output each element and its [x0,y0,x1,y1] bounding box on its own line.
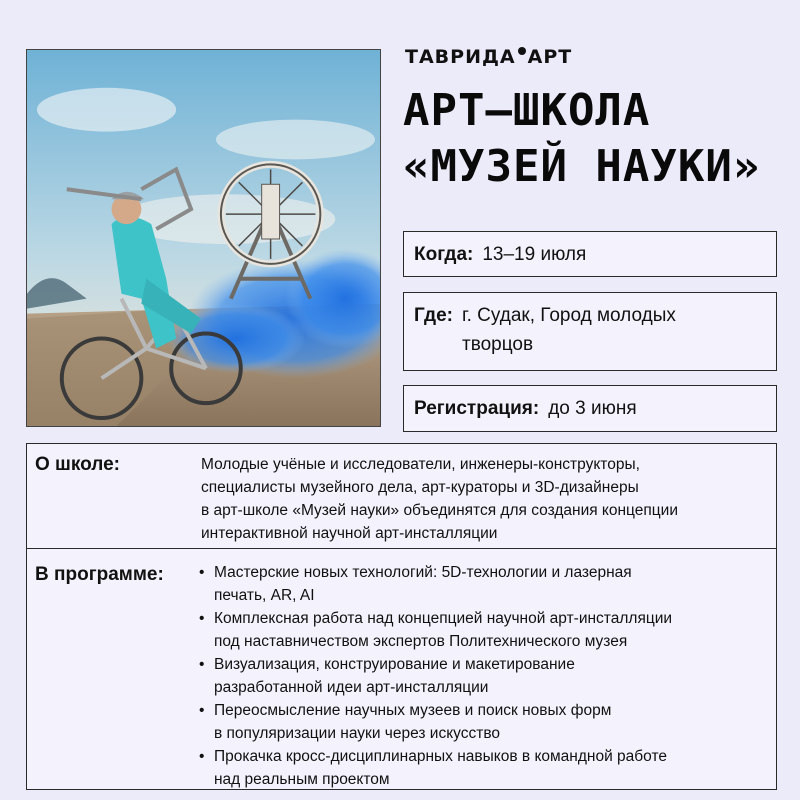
where-value [462,301,676,359]
list-item-line: Мастерские новых технологий: 5D-технологии и лазерная [214,564,632,581]
list-item-line: Визуализация, конструирование и макетирование [214,656,575,673]
bullet-icon: • [199,610,205,627]
when-label: Когда: [414,244,474,265]
program-row [27,549,776,789]
about-line: в арт-школе «Музей науки» объединятся для создания концепции [201,502,678,519]
about-label: О школе: [35,454,120,475]
list-item-line: разработанной идеи арт-инсталляции [214,679,489,696]
registration-value: до 3 июня [548,398,637,419]
program-list [199,561,774,791]
bullet-icon: • [199,748,205,765]
bullet-icon: • [199,702,205,719]
list-item-line: печать, AR, AI [214,587,315,604]
brand-dot-icon [518,47,526,55]
brand-name-right: АРТ [527,46,573,68]
registration-label: Регистрация: [414,398,540,419]
brand-name-left: ТАВРИДА [405,46,516,68]
hero-photo [26,49,381,427]
list-item [199,607,774,653]
info-where [403,292,777,371]
list-item-line: Переосмысление научных музеев и поиск новых форм [214,702,612,719]
bullet-icon: • [199,564,205,581]
about-line: Молодые учёные и исследователи, инженеры-конструкторы, [201,456,640,473]
brand-logo [405,46,572,68]
info-registration [403,385,777,432]
title-line-1: АРТ–ШКОЛА [403,85,651,136]
list-item-line: в популяризации науки через искусство [214,725,501,742]
list-item-line: Прокачка кросс-дисциплинарных навыков в командной работе [214,748,667,765]
about-row [27,444,776,549]
list-item [199,745,774,791]
list-item-line: над реальным проектом [214,771,390,788]
list-item-line: Комплексная работа над концепцией научной арт-инсталляции [214,610,673,627]
bullet-icon: • [199,656,205,673]
list-item [199,561,774,607]
where-value-line-2: творцов [462,334,534,355]
when-value: 13–19 июля [482,244,587,265]
about-line: специалисты музейного дела, арт-кураторы и 3D-дизайнеры [201,479,639,496]
page-title [403,83,793,195]
where-value-line-1: г. Судак, Город молодых [462,305,676,326]
title-line-2: «МУЗЕЙ НАУКИ» [403,141,761,192]
details-table [26,443,777,790]
program-label: В программе: [35,564,164,585]
about-line: интерактивной научной арт-инсталляции [201,525,498,542]
where-label: Где: [414,305,454,326]
about-text [201,453,771,545]
list-item-line: под наставничеством экспертов Политехнического музея [214,633,628,650]
info-when [403,231,777,277]
list-item [199,699,774,745]
list-item [199,653,774,699]
